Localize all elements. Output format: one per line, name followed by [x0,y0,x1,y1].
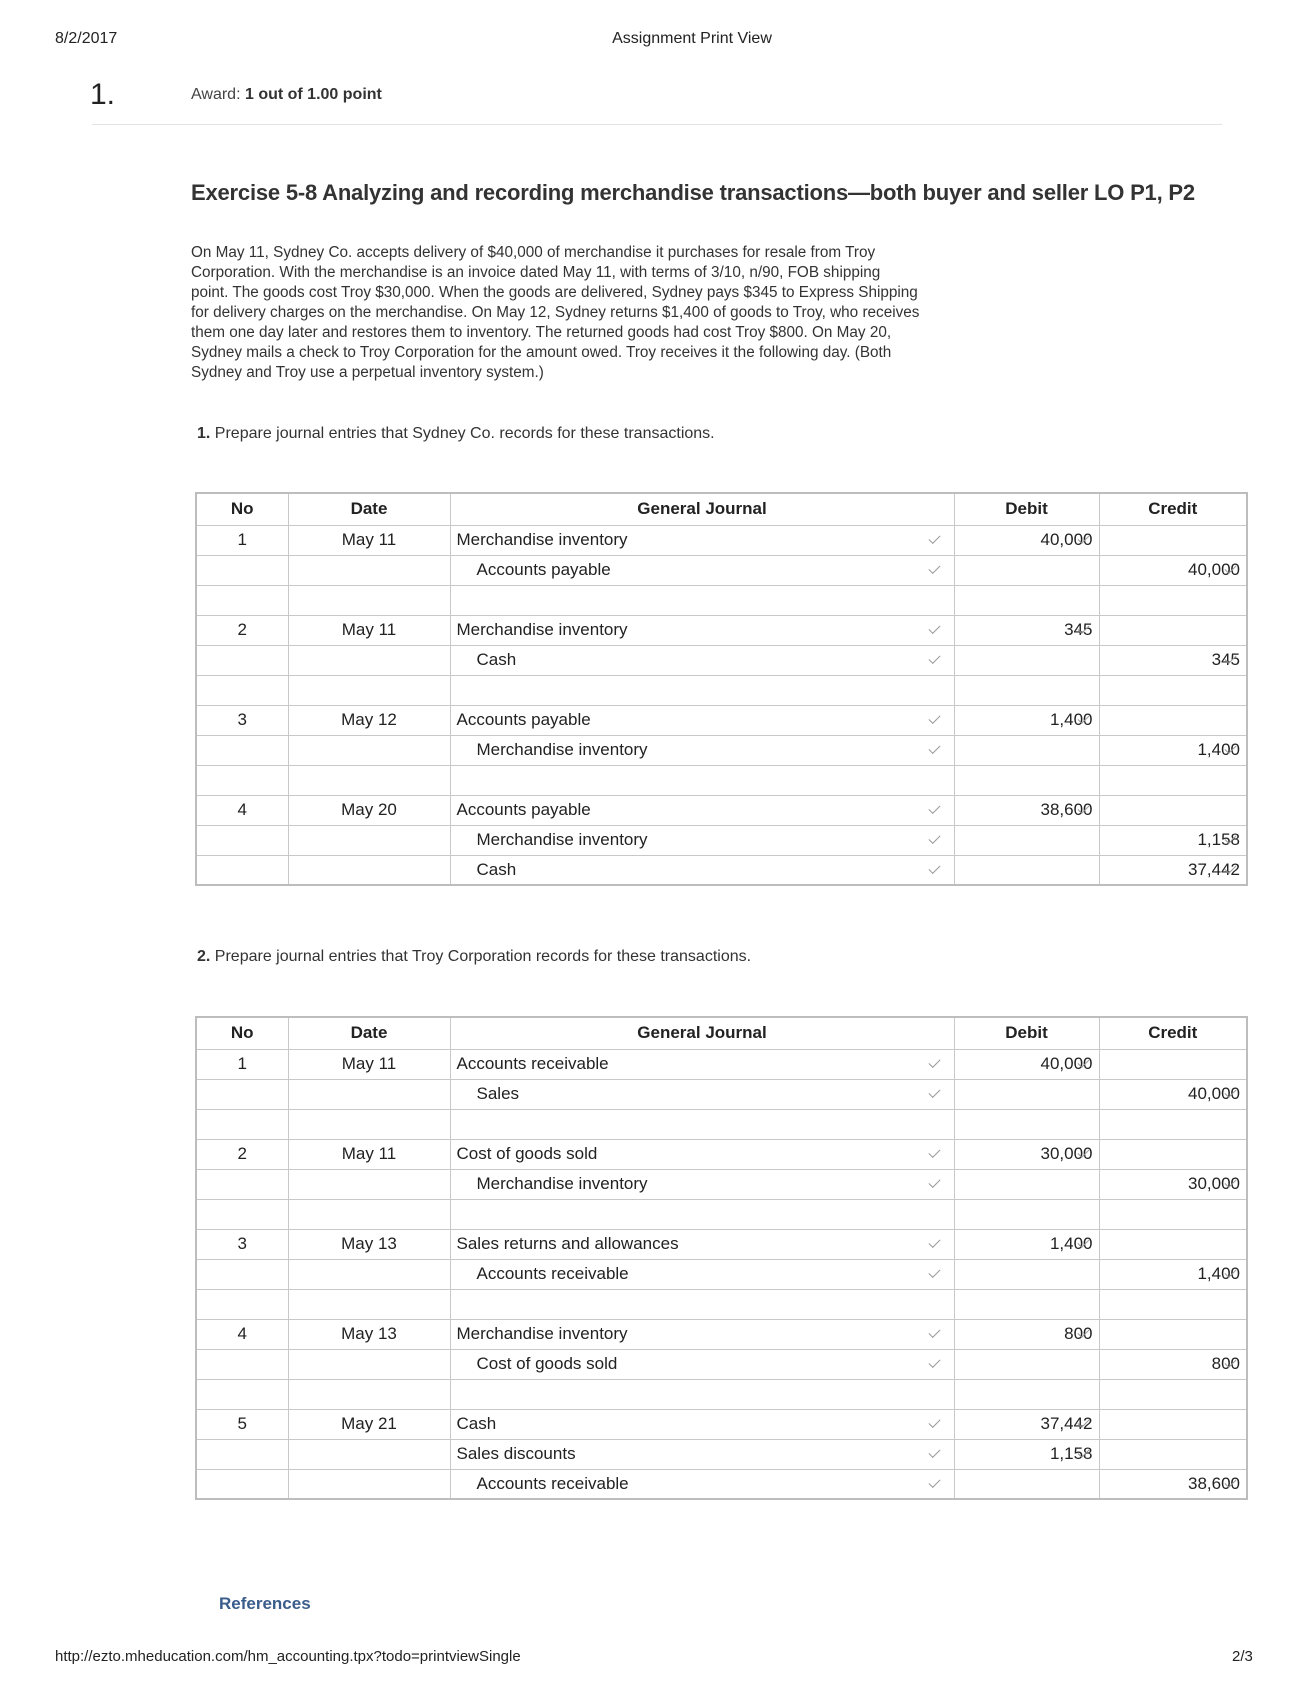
account-name: Accounts payable [476,560,611,579]
entry-date-cell [288,825,450,855]
checkmark-icon [928,1356,940,1368]
table-spacer-row [196,765,1247,795]
credit-cell [1099,795,1247,825]
debit-amount: 40,000 [1040,1054,1093,1073]
account-name: Accounts receivable [476,1264,629,1283]
credit-cell [1099,615,1247,645]
table-row [196,1319,1247,1349]
entry-date-cell [288,1199,450,1229]
entry-date-cell: May 21 [288,1409,450,1439]
checkmark-icon [928,562,940,574]
checkmark-icon [928,1056,940,1068]
credit-cell [1099,1199,1247,1229]
entry-number-cell [196,1079,288,1109]
entry-date-cell: May 20 [288,795,450,825]
credit-cell [1099,735,1247,765]
col-credit-header: Credit [1099,493,1247,525]
debit-cell [954,615,1099,645]
credit-amount: 37,442 [1188,859,1240,879]
exercise-title: Exercise 5-8 Analyzing and recording merchandise transactions—both buyer and seller LO P1, P2 [191,180,1195,205]
account-cell [450,1289,954,1319]
col-journal-header: General Journal [450,1017,954,1049]
credit-cell [1099,1049,1247,1079]
entry-number-cell [196,1379,288,1409]
account-cell [450,1379,954,1409]
account-cell [450,1199,954,1229]
debit-cell [954,765,1099,795]
account-name: Cash [476,859,517,879]
table-row [196,1169,1247,1199]
requirement-number: 2. [197,948,211,965]
debit-cell [954,525,1099,555]
checkmark-icon [928,1326,940,1338]
entry-date-cell [288,645,450,675]
problem-line: Sydney mails a check to Troy Corporation for the amount owed. Troy receives it the following day. (Both [191,344,892,361]
entry-number-cell: 5 [196,1409,288,1439]
credit-amount: 40,000 [1188,1084,1240,1103]
problem-line: for delivery charges on the merchandise. On May 12, Sydney returns $1,400 of goods to Troy, who receives [191,304,920,321]
checkmark-icon [928,1146,940,1158]
troy-journal-table [195,1016,1248,1500]
credit-cell [1099,1319,1247,1349]
table-spacer-row [196,1289,1247,1319]
account-cell [450,825,954,855]
credit-cell [1099,1469,1247,1499]
entry-date-cell [288,585,450,615]
problem-line: Corporation. With the merchandise is an invoice dated May 11, with terms of 3/10, n/90, FOB shipping [191,264,881,281]
entry-date-cell [288,1169,450,1199]
debit-cell [954,825,1099,855]
account-name: Sales discounts [456,1444,576,1463]
account-cell [450,1259,954,1289]
account-cell [450,1049,954,1079]
footer-url: http://ezto.mheducation.com/hm_accounting.tpx?todo=printviewSingle [55,1648,521,1665]
debit-cell [954,1289,1099,1319]
footer-page-number: 2/3 [1232,1648,1253,1665]
entry-date-cell [288,765,450,795]
award-prefix: Award: [191,86,241,103]
account-name: Merchandise inventory [476,830,648,849]
account-cell [450,1469,954,1499]
credit-cell [1099,1229,1247,1259]
debit-cell [954,1469,1099,1499]
table-row [196,1349,1247,1379]
entry-number-cell: 1 [196,1049,288,1079]
account-name: Merchandise inventory [476,740,648,759]
table-row [196,1229,1247,1259]
account-cell [450,1439,954,1469]
account-name: Merchandise inventory [456,620,628,639]
account-cell [450,855,954,885]
table-row [196,645,1247,675]
entry-date-cell: May 11 [288,1049,450,1079]
debit-cell [954,1109,1099,1139]
print-view-title: Assignment Print View [612,30,772,47]
entry-number-cell [196,1169,288,1199]
table-row [196,555,1247,585]
credit-cell [1099,675,1247,705]
credit-cell [1099,1409,1247,1439]
entry-number-cell [196,765,288,795]
table-spacer-row [196,675,1247,705]
entry-number-cell [196,585,288,615]
debit-cell [954,585,1099,615]
entry-number-cell [196,555,288,585]
account-cell [450,675,954,705]
problem-line: point. The goods cost Troy $30,000. When the goods are delivered, Sydney pays $345 to Express Shipping [191,284,918,301]
table-row [196,1409,1247,1439]
table-row [196,1259,1247,1289]
credit-cell [1099,855,1247,885]
table-row [196,705,1247,735]
account-cell [450,1409,954,1439]
divider [92,124,1222,125]
account-name: Cost of goods sold [456,1144,598,1163]
requirement-text: Prepare journal entries that Troy Corporation records for these transactions. [214,948,752,965]
requirement-text: Prepare journal entries that Sydney Co. records for these transactions. [214,425,715,442]
entry-number-cell [196,1289,288,1319]
references-link[interactable]: References [219,1594,311,1613]
debit-cell [954,555,1099,585]
debit-amount: 1,400 [1049,710,1093,729]
account-name: Cost of goods sold [476,1354,618,1373]
debit-cell [954,1259,1099,1289]
credit-cell [1099,1079,1247,1109]
debit-cell [954,1349,1099,1379]
credit-cell [1099,1289,1247,1319]
account-name: Accounts payable [456,800,591,819]
debit-amount: 30,000 [1040,1144,1093,1163]
account-cell [450,795,954,825]
entry-number-cell: 4 [196,1319,288,1349]
table-row [196,825,1247,855]
requirement-1 [197,425,715,443]
entry-number-cell [196,1469,288,1499]
checkmark-icon [928,802,940,814]
credit-cell [1099,825,1247,855]
table-row [196,855,1247,885]
debit-amount: 1,158 [1049,1444,1093,1463]
checkmark-icon [928,1176,940,1188]
entry-number-cell [196,1349,288,1379]
table-row [196,1439,1247,1469]
account-name: Merchandise inventory [456,530,628,549]
credit-amount: 1,158 [1197,830,1240,849]
table-spacer-row [196,1379,1247,1409]
question-number: 1. [90,78,116,111]
debit-cell [954,1229,1099,1259]
checkmark-icon [928,1266,940,1278]
account-cell [450,705,954,735]
checkmark-icon [928,1476,940,1488]
table-row [196,1469,1247,1499]
entry-number-cell [196,1109,288,1139]
debit-cell [954,1439,1099,1469]
entry-number-cell [196,735,288,765]
entry-date-cell [288,855,450,885]
entry-date-cell: May 12 [288,705,450,735]
requirement-2 [197,948,751,966]
account-cell [450,585,954,615]
col-date-header: Date [288,493,450,525]
credit-amount: 1,400 [1197,740,1240,759]
entry-date-cell [288,1259,450,1289]
credit-cell [1099,555,1247,585]
table-row [196,525,1247,555]
debit-cell [954,795,1099,825]
col-debit-header: Debit [954,1017,1099,1049]
entry-number-cell: 2 [196,1139,288,1169]
entry-number-cell [196,1199,288,1229]
checkmark-icon [928,862,940,874]
credit-cell [1099,1349,1247,1379]
account-name: Accounts receivable [456,1054,609,1073]
checkmark-icon [928,1446,940,1458]
entry-date-cell: May 13 [288,1229,450,1259]
credit-cell [1099,645,1247,675]
table-row [196,735,1247,765]
entry-number-cell [196,1439,288,1469]
col-no-header: No [196,493,288,525]
checkmark-icon [928,712,940,724]
debit-amount: 40,000 [1040,530,1093,549]
table-row [196,615,1247,645]
col-credit-header: Credit [1099,1017,1247,1049]
checkmark-icon [928,532,940,544]
credit-amount: 345 [1211,650,1240,669]
entry-date-cell: May 11 [288,525,450,555]
debit-cell [954,1139,1099,1169]
credit-cell [1099,705,1247,735]
credit-cell [1099,1439,1247,1469]
entry-number-cell: 2 [196,615,288,645]
entry-date-cell [288,1349,450,1379]
checkmark-icon [928,622,940,634]
entry-date-cell: May 11 [288,615,450,645]
debit-amount: 1,400 [1049,1234,1093,1253]
account-cell [450,1349,954,1379]
debit-cell [954,645,1099,675]
debit-amount: 37,442 [1040,1414,1093,1433]
account-name: Merchandise inventory [456,1324,628,1343]
checkmark-icon [928,1086,940,1098]
table-spacer-row [196,1109,1247,1139]
entry-number-cell [196,645,288,675]
table-spacer-row [196,585,1247,615]
credit-cell [1099,1379,1247,1409]
credit-cell [1099,1139,1247,1169]
debit-cell [954,855,1099,885]
print-date: 8/2/2017 [55,30,118,47]
account-cell [450,1109,954,1139]
debit-cell [954,1199,1099,1229]
problem-statement [191,243,1041,383]
credit-cell [1099,1109,1247,1139]
credit-amount: 40,000 [1188,560,1240,579]
entry-date-cell [288,1469,450,1499]
checkmark-icon [928,652,940,664]
credit-cell [1099,585,1247,615]
problem-line: Sydney and Troy use a perpetual inventory system.) [191,364,544,381]
entry-date-cell [288,1439,450,1469]
entry-number-cell [196,825,288,855]
entry-date-cell [288,1079,450,1109]
checkmark-icon [928,832,940,844]
account-cell [450,645,954,675]
award-value: 1 out of 1.00 point [244,86,382,103]
account-cell [450,765,954,795]
credit-cell [1099,1169,1247,1199]
account-name: Sales [476,1084,520,1103]
credit-cell [1099,765,1247,795]
problem-line: On May 11, Sydney Co. accepts delivery of $40,000 of merchandise it purchases for resale from Troy [191,244,876,261]
debit-cell [954,1409,1099,1439]
entry-number-cell [196,855,288,885]
table-row [196,1049,1247,1079]
account-cell [450,1169,954,1199]
account-cell [450,555,954,585]
entry-number-cell [196,675,288,705]
debit-cell [954,735,1099,765]
debit-cell [954,1379,1099,1409]
entry-date-cell [288,735,450,765]
entry-date-cell [288,675,450,705]
award-text [191,86,382,104]
col-date-header: Date [288,1017,450,1049]
checkmark-icon [928,1236,940,1248]
table-row [196,795,1247,825]
requirement-number: 1. [197,425,211,442]
debit-cell [954,1049,1099,1079]
credit-amount: 38,600 [1188,1473,1240,1493]
credit-amount: 30,000 [1188,1174,1240,1193]
account-cell [450,1319,954,1349]
account-name: Sales returns and allowances [456,1234,679,1253]
entry-number-cell: 3 [196,1229,288,1259]
credit-amount: 1,400 [1197,1264,1240,1283]
table-header-row [196,493,1247,525]
debit-amount: 800 [1064,1324,1093,1343]
entry-number-cell: 4 [196,795,288,825]
problem-line: them one day later and restores them to inventory. The returned goods had cost Troy $800. On May 20, [191,324,892,341]
entry-number-cell: 3 [196,705,288,735]
account-cell [450,735,954,765]
account-cell [450,615,954,645]
debit-cell [954,1079,1099,1109]
entry-date-cell [288,1109,450,1139]
debit-cell [954,1319,1099,1349]
entry-date-cell [288,1379,450,1409]
debit-cell [954,1169,1099,1199]
entry-number-cell [196,1259,288,1289]
account-cell [450,1229,954,1259]
checkmark-icon [928,742,940,754]
account-name: Accounts payable [456,710,591,729]
col-debit-header: Debit [954,493,1099,525]
entry-date-cell: May 11 [288,1139,450,1169]
table-row [196,1079,1247,1109]
checkmark-icon [928,1416,940,1428]
debit-cell [954,705,1099,735]
account-name: Cash [476,650,517,669]
table-spacer-row [196,1199,1247,1229]
account-name: Merchandise inventory [476,1174,648,1193]
entry-date-cell [288,555,450,585]
account-cell [450,1139,954,1169]
account-cell [450,525,954,555]
sydney-journal-table [195,492,1248,886]
debit-cell [954,675,1099,705]
account-name: Cash [456,1414,497,1433]
table-header-row [196,1017,1247,1049]
col-no-header: No [196,1017,288,1049]
account-name: Accounts receivable [476,1473,629,1493]
entry-number-cell: 1 [196,525,288,555]
credit-cell [1099,1259,1247,1289]
debit-amount: 345 [1064,620,1093,639]
credit-amount: 800 [1211,1354,1240,1373]
entry-date-cell: May 13 [288,1319,450,1349]
debit-amount: 38,600 [1040,800,1093,819]
credit-cell [1099,525,1247,555]
entry-date-cell [288,1289,450,1319]
account-cell [450,1079,954,1109]
table-row [196,1139,1247,1169]
col-journal-header: General Journal [450,493,954,525]
